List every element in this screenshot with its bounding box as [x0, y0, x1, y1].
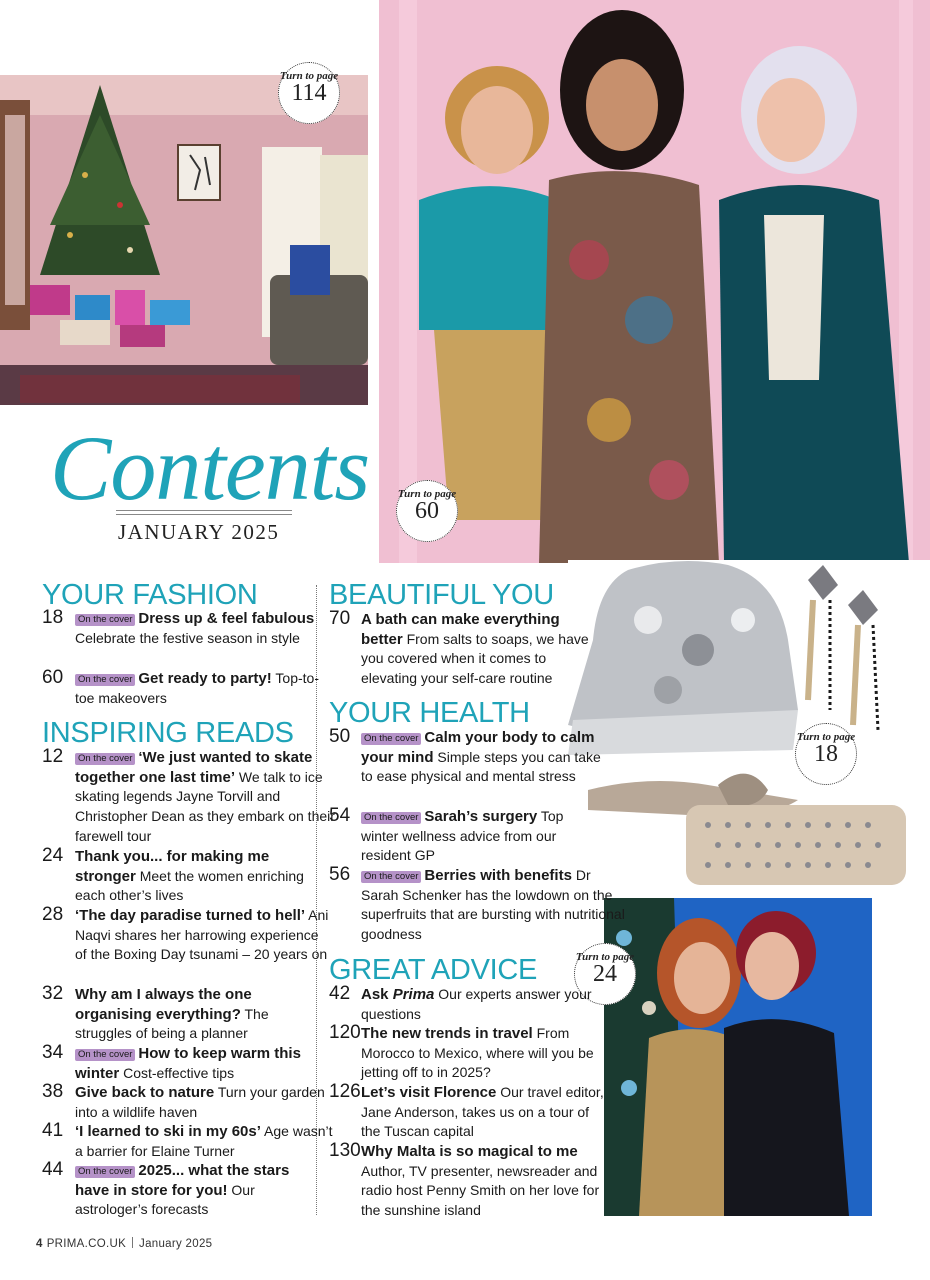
fashion-accessories-photo — [568, 560, 930, 890]
contents-entry[interactable] — [42, 1122, 337, 1161]
badge-page-number: 60 — [415, 498, 439, 524]
badge-page-number: 114 — [291, 80, 327, 106]
entry-description: Top winter wellness advice from our resident GP — [361, 808, 564, 864]
contents-entry[interactable] — [329, 1083, 604, 1142]
three-women-illustration — [379, 0, 930, 563]
turn-to-page-badge-fashion[interactable] — [795, 723, 857, 785]
entry-page-number: 56 — [329, 864, 351, 885]
entry-description: Author, TV presenter, newsreader and radio host Penny Smith on her love for the sunshine island — [361, 1162, 600, 1219]
on-the-cover-tag: On the cover — [75, 1166, 135, 1178]
entry-page-number: 54 — [329, 805, 351, 826]
entry-title: ‘I learned to ski in my 60s’ — [75, 1123, 261, 1140]
contents-entry[interactable] — [329, 866, 626, 945]
entry-page-number: 32 — [42, 983, 64, 1004]
footer-site[interactable]: PRIMA.CO.UK — [46, 1238, 127, 1250]
contents-entry[interactable] — [42, 669, 325, 708]
contents-entry[interactable] — [329, 807, 604, 866]
contents-entry[interactable] — [42, 748, 337, 847]
on-the-cover-tag: On the cover — [75, 753, 135, 765]
entry-page-number: 38 — [42, 1081, 64, 1102]
footer-separator — [132, 1237, 133, 1248]
contents-entry[interactable] — [42, 1161, 325, 1220]
badge-label: Turn to page — [796, 731, 856, 743]
entry-page-number: 60 — [42, 667, 64, 688]
entry-description: Cost-effective tips — [123, 1064, 235, 1081]
issue-date: JANUARY 2025 — [118, 520, 280, 544]
on-the-cover-tag: On the cover — [75, 1049, 135, 1061]
entry-description: Meet the women enriching each other’s lives — [75, 867, 304, 904]
section-heading-inspiring-reads: INSPIRING READS — [42, 717, 294, 749]
entry-description: Our travel editor, Jane Anderson, takes us on a tour of the Tuscan capital — [361, 1084, 604, 1140]
entry-description: Our astrologer’s forecasts — [75, 1181, 255, 1218]
entry-description: Ani Naqvi shares her harrowing experience of the Boxing Day tsunami – 20 years on — [75, 907, 329, 963]
living-room-illustration — [0, 75, 368, 405]
entry-description: Age wasn’t a barrier for Elaine Turner — [75, 1123, 333, 1159]
contents-entry[interactable] — [42, 906, 333, 965]
badge-page-number: 24 — [593, 961, 617, 987]
entry-title: ‘We just wanted to skate together one last time’ — [75, 749, 313, 786]
title-divider — [116, 510, 292, 515]
entry-title: A bath can make everything better — [361, 611, 560, 648]
entry-description: From salts to soaps, we have you covered when it comes to elevating your self-care routine — [361, 630, 589, 687]
entry-title: The new trends in travel — [361, 1025, 533, 1042]
entry-title: Let’s visit Florence — [361, 1084, 497, 1101]
entry-description: Celebrate the festive season in style — [75, 629, 300, 646]
page-footer — [36, 1237, 212, 1250]
entry-title: Give back to nature — [75, 1084, 215, 1101]
entry-description: Turn your garden into a wildlife haven — [75, 1084, 325, 1120]
three-women-photo — [379, 0, 930, 563]
entry-description: The struggles of being a planner — [75, 1005, 269, 1042]
footer-page-number: 4 — [36, 1238, 43, 1250]
entry-page-number: 50 — [329, 726, 351, 747]
on-the-cover-tag: On the cover — [75, 674, 135, 686]
section-heading-beautiful-you: BEAUTIFUL YOU — [329, 579, 554, 611]
entry-description: We talk to ice skating legends Jayne Torvill and Christopher Dean as they embark on their farewell tour — [75, 768, 335, 844]
entry-title: ‘The day paradise turned to hell’ — [75, 907, 306, 924]
contents-entry[interactable] — [329, 1142, 617, 1221]
entry-description: From Morocco to Mexico, where will you be jetting off to in 2025? — [361, 1025, 594, 1081]
entry-page-number: 44 — [42, 1159, 64, 1180]
living-room-christmas-photo — [0, 75, 368, 405]
contents-entry[interactable] — [329, 610, 604, 689]
footer-date: January 2025 — [139, 1238, 213, 1250]
section-heading-your-fashion: YOUR FASHION — [42, 579, 258, 611]
entry-title: 2025... what the stars have in store for you! — [75, 1162, 290, 1199]
page-title: Contents — [50, 417, 370, 519]
entry-title: Dress up & feel fabulous — [138, 610, 315, 627]
contents-entry[interactable] — [42, 609, 325, 648]
entry-page-number: 120 — [329, 1022, 361, 1043]
on-the-cover-tag: On the cover — [75, 614, 135, 626]
entry-page-number: 41 — [42, 1120, 64, 1141]
entry-description: Dr Sarah Schenker has the lowdown on the superfruits that are bursting with nutritional goodness — [361, 867, 625, 943]
on-the-cover-tag: On the cover — [361, 733, 421, 745]
badge-label: Turn to page — [575, 951, 635, 963]
section-heading-your-health: YOUR HEALTH — [329, 697, 530, 729]
entry-title: Why am I always the one organising everything? — [75, 986, 252, 1023]
entry-title: Berries with benefits — [424, 867, 572, 884]
contents-entry[interactable] — [42, 847, 325, 906]
entry-page-number: 130 — [329, 1140, 361, 1161]
turn-to-page-badge-women[interactable] — [396, 480, 458, 542]
entry-description: Simple steps you can take to ease physical and mental stress — [361, 748, 601, 785]
accessories-illustration — [568, 560, 930, 890]
entry-title: Sarah’s surgery — [424, 808, 538, 825]
two-women-photo — [604, 898, 872, 1216]
entry-title: Thank you... for making me stronger — [75, 848, 270, 885]
badge-label: Turn to page — [279, 70, 339, 82]
entry-title: Ask — [361, 986, 393, 1003]
two-women-illustration — [604, 898, 872, 1216]
badge-label: Turn to page — [397, 488, 457, 500]
contents-entry[interactable] — [329, 985, 604, 1024]
entry-page-number: 70 — [329, 608, 351, 629]
entry-title: Get ready to party! — [138, 670, 272, 687]
entry-page-number: 18 — [42, 607, 64, 628]
badge-page-number: 18 — [814, 741, 838, 767]
entry-title: Why Malta is so magical to me — [361, 1143, 578, 1160]
entry-title: Calm your body to calm your mind — [361, 729, 595, 766]
on-the-cover-tag: On the cover — [361, 812, 421, 824]
entry-page-number: 34 — [42, 1042, 64, 1063]
section-heading-great-advice: GREAT ADVICE — [329, 954, 538, 986]
entry-title-emphasis: Prima — [392, 986, 435, 1003]
entry-page-number: 24 — [42, 845, 64, 866]
contents-entry[interactable] — [42, 985, 325, 1044]
entry-page-number: 126 — [329, 1081, 361, 1102]
entry-page-number: 28 — [42, 904, 64, 925]
contents-entry[interactable] — [329, 1024, 604, 1083]
entry-page-number: 42 — [329, 983, 351, 1004]
entry-title: How to keep warm this winter — [75, 1045, 301, 1082]
on-the-cover-tag: On the cover — [361, 871, 421, 883]
contents-entry[interactable] — [42, 1044, 325, 1083]
entry-page-number: 12 — [42, 746, 64, 767]
contents-entry[interactable] — [42, 1083, 325, 1122]
contents-entry[interactable] — [329, 728, 604, 787]
entry-description: Top-to-toe makeovers — [75, 670, 319, 706]
entry-description: Our experts answer your questions — [361, 986, 592, 1022]
turn-to-page-badge-living[interactable] — [278, 62, 340, 124]
